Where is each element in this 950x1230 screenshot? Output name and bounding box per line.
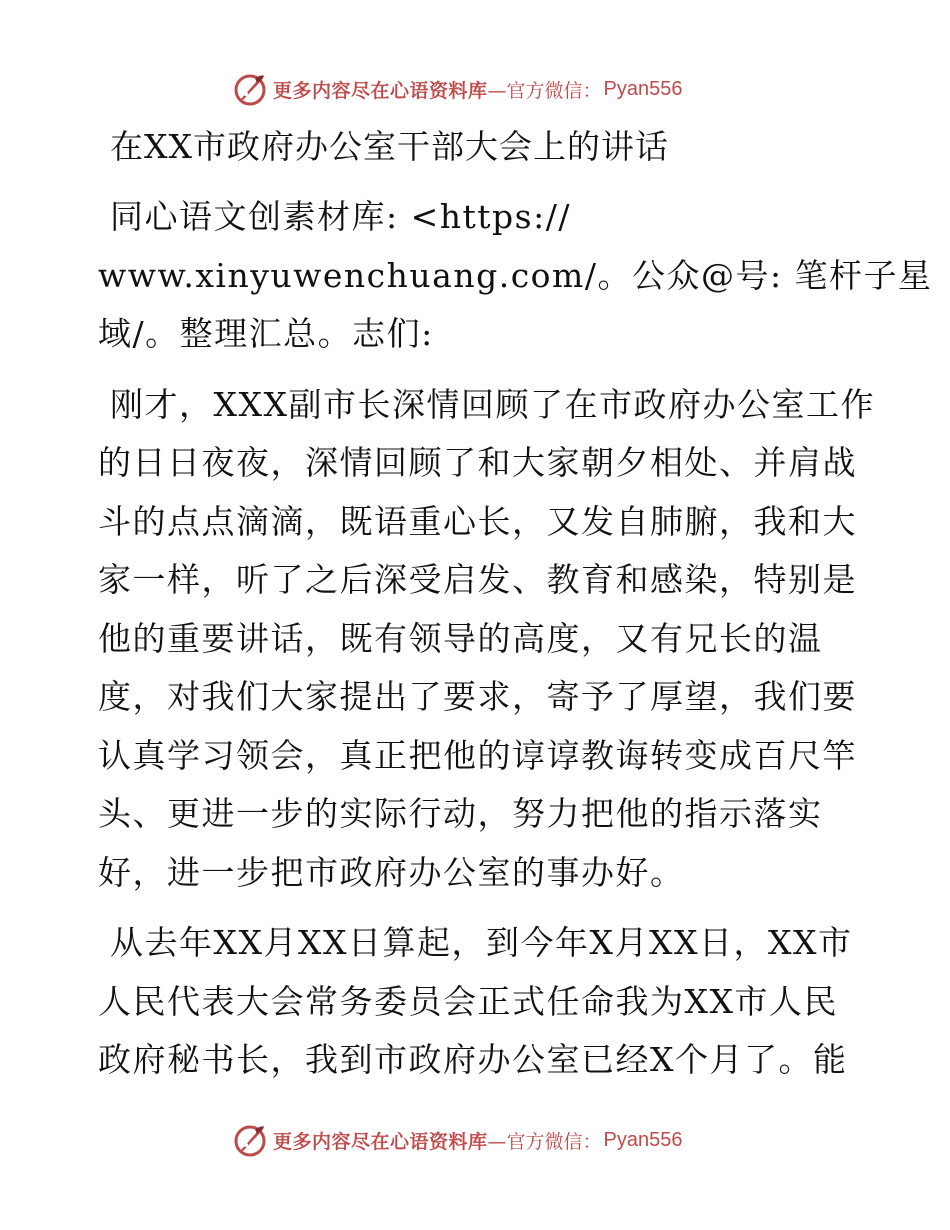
paragraph-line: www.xinyuwenchuang.com/。公众@号: 笔杆子星 bbox=[98, 255, 933, 295]
paragraph-line: 头、更进一步的实际行动，努力把他的指示落实 bbox=[98, 794, 823, 833]
paragraph-line: 同心语文创素材库: <https:// bbox=[110, 197, 571, 236]
banner-wechat-id: Pyan556 bbox=[603, 77, 683, 100]
quill-pen-logo-icon bbox=[233, 72, 267, 106]
paragraph-line: 域/。整理汇总。志们: bbox=[98, 314, 434, 353]
paragraph-line: 家一样，听了之后深受启发、教育和感染，特别是 bbox=[98, 560, 857, 599]
paragraph-line: 刚才，XXX副市长深情回顾了在市政府办公室工作 bbox=[110, 384, 875, 424]
header-watermark-banner bbox=[233, 72, 713, 106]
banner-brand-text: 更多内容尽在心语资料库 bbox=[273, 1130, 488, 1153]
quill-pen-logo-icon bbox=[233, 1123, 267, 1157]
document-title: 在XX市政府办公室干部大会上的讲话 bbox=[110, 127, 669, 166]
banner-official-label: —官方微信： bbox=[487, 1130, 602, 1153]
document-body bbox=[98, 124, 933, 1090]
paragraph-line: 度，对我们大家提出了要求，寄予了厚望，我们要 bbox=[98, 677, 857, 716]
paragraph-opening-remarks bbox=[98, 376, 875, 903]
paragraph-source bbox=[98, 188, 933, 364]
paragraph-line: 的日日夜夜，深情回顾了和大家朝夕相处、并肩战 bbox=[98, 443, 857, 482]
paragraph-line: 好，进一步把市政府办公室的事办好。 bbox=[98, 852, 685, 892]
paragraph-line: 政府秘书长，我到市政府办公室已经X个月了。能 bbox=[98, 1040, 848, 1079]
banner-wechat-id: Pyan556 bbox=[603, 1128, 683, 1151]
paragraph-line: 认真学习领会，真正把他的谆谆教诲转变成百尺竿 bbox=[98, 735, 857, 775]
paragraph-line: 他的重要讲话，既有领导的高度，又有兄长的温 bbox=[98, 618, 823, 658]
paragraph-appointment bbox=[98, 914, 858, 1090]
paragraph-line: 从去年XX月XX日算起，到今年X月XX日，XX市 bbox=[110, 923, 853, 962]
paragraph-line: 人民代表大会常务委员会正式任命我为XX市人民 bbox=[98, 981, 838, 1021]
paragraph-line: 斗的点点滴滴，既语重心长，又发自肺腑，我和大 bbox=[98, 501, 857, 541]
footer-watermark-banner bbox=[233, 1123, 713, 1157]
banner-brand-text: 更多内容尽在心语资料库 bbox=[273, 79, 488, 102]
banner-official-label: —官方微信： bbox=[487, 79, 602, 102]
